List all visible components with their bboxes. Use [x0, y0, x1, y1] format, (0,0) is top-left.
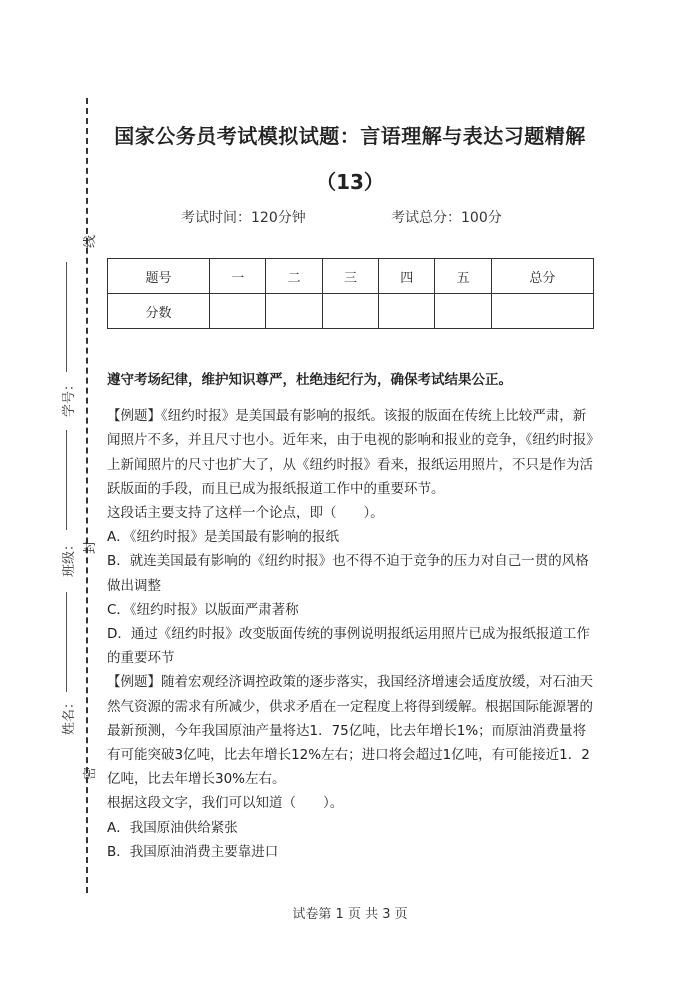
- option-b[interactable]: B．我国原油消费主要靠进口: [107, 843, 279, 860]
- score-cell[interactable]: [266, 294, 322, 329]
- class-label: 班级：: [62, 537, 78, 578]
- question-2: [107, 670, 599, 864]
- score-table: [107, 258, 594, 329]
- option-d[interactable]: D．通过《纽约时报》改变版面传统的事例说明报纸运用照片已成为报纸报道工作的重要环节: [107, 626, 590, 667]
- score-cell[interactable]: [322, 294, 378, 329]
- score-cell[interactable]: [210, 294, 266, 329]
- question-stem: 【例题】随着宏观经济调控政策的逐步落实，我国经济增速会适度放缓，对石油天然气资源的需求有所减少，供求矛盾在一定程度上将得到缓解。根据国际能源署的最新预测，今年我国原油产量将达1．75亿吨，比去年增长1%；而原油消费量将有可能突破3亿吨，比去年增长12%左右；进口将会超过1亿吨，有可能接近1．2亿吨，比去年增长30%左右。: [107, 674, 593, 788]
- score-table-header-cell: 三: [322, 259, 378, 294]
- score-cell[interactable]: [435, 294, 491, 329]
- class-line[interactable]: [66, 430, 67, 530]
- score-table-header-cell: 五: [435, 259, 491, 294]
- title-number: （13）: [316, 170, 384, 194]
- student-id-line[interactable]: [66, 262, 67, 372]
- binding-mark-line: 线: [83, 234, 99, 249]
- question-1: [107, 404, 599, 670]
- question-ask: 根据这段文字，我们可以知道（ ）。: [107, 795, 344, 812]
- binding-mark-seal: 封: [83, 540, 99, 555]
- name-label: 姓名：: [62, 695, 78, 736]
- exam-body: [107, 368, 599, 864]
- score-table-header-cell: 总分: [491, 259, 593, 294]
- score-table-header-cell: 四: [379, 259, 435, 294]
- exam-notice: 遵守考场纪律，维护知识尊严，杜绝违纪行为，确保考试结果公正。: [107, 372, 512, 388]
- option-a[interactable]: A．《纽约时报》是美国最有影响的报纸: [107, 529, 339, 546]
- score-cell[interactable]: [379, 294, 435, 329]
- option-a[interactable]: A．我国原油供给紧张: [107, 819, 238, 836]
- score-table-header-cell: 一: [210, 259, 266, 294]
- score-table-header-row: [108, 259, 594, 294]
- page-footer: 试卷第 1 页 共 3 页: [292, 907, 408, 922]
- score-table-header-cell: 题号: [108, 259, 210, 294]
- question-ask: 这段话主要支持了这样一个论点，即（ ）。: [107, 505, 384, 522]
- option-b[interactable]: B．就连美国最有影响的《纽约时报》也不得不迫于竞争的压力对自己一贯的风格做出调整: [107, 553, 589, 594]
- score-cell[interactable]: [491, 294, 593, 329]
- score-row-label: 分数: [108, 294, 210, 329]
- name-line[interactable]: [66, 592, 67, 692]
- page-title: 国家公务员考试模拟试题：言语理解与表达习题精解: [114, 124, 586, 148]
- score-table-score-row: [108, 294, 594, 329]
- student-id-label: 学号：: [62, 377, 78, 418]
- score-table-header-cell: 二: [266, 259, 322, 294]
- option-c[interactable]: C．《纽约时报》以版面严肃著称: [107, 601, 299, 618]
- exam-total-score: 考试总分：100分: [391, 210, 502, 226]
- question-stem: 【例题】《纽约时报》是美国最有影响的报纸。该报的版面在传统上比较严肃，新闻照片不多，并且尺寸也小。近年来，由于电视的影响和报业的竞争，《纽约时报》上新闻照片的尺寸也扩大了，从《纽约时报》看来，报纸运用照片，不只是作为活跃版面的手段，而且已成为报纸报道工作中的重要环节。: [107, 408, 593, 497]
- binding-mark-secret: 密: [83, 766, 99, 781]
- exam-time: 考试时间：120分钟: [181, 210, 306, 226]
